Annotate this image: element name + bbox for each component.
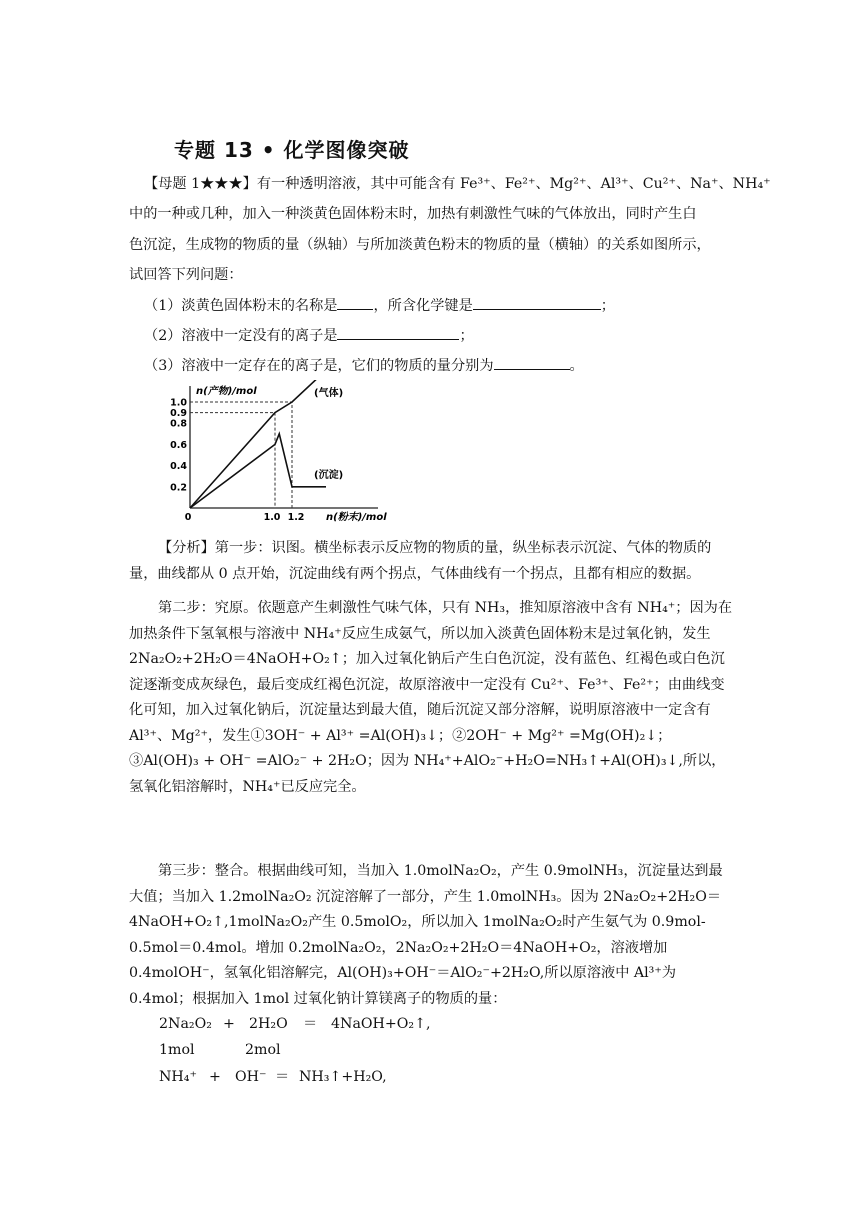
analysis-step-3: 第三步：整合。根据曲线可知，当加入 1.0molNa₂O₂，产生 0.9molNH₃，沉淀量达到最大值；当加入 1.2molNa₂O₂ 沉淀溶解了一部分，产生 1.0molNH₃。因为 2Na₂O₂+2H₂O＝4NaOH+O₂↑,1molNa₂O₂产生 0.5molO₂，所以加入 1molNa₂O₂时产生氨气为 0.9mol-0.5mol＝0.4mol。增加 0.2molNa₂O₂，2Na₂O₂+2H₂O＝4NaOH+O₂，溶液增加 0.4molOH⁻，氢氧化铝溶解完，Al(OH)₃+OH⁻＝AlO₂⁻+2H₂O,所以原溶液中 Al³⁺为 0.4mol；根据加入 1mol 过氧化钠计算镁离子的物质的量： xyxy=(129,863,723,1007)
problem-line-3: 色沉淀，生成物的物质的量（纵轴）与所加淡黄色粉末的物质的量（横轴）的关系如图所示， xyxy=(129,237,711,253)
y-tick-label: 0.4 xyxy=(170,461,187,473)
question-1-text-b: ，所含化学键是 xyxy=(373,298,473,314)
problem-line-4: 试回答下列问题： xyxy=(129,267,243,283)
question-1-text: （1）淡黄色固体粉末的名称是 xyxy=(144,298,338,314)
eq3-term-1: NH₄⁺ xyxy=(159,1069,197,1085)
chart-axes xyxy=(190,386,378,508)
gas-curve xyxy=(190,380,326,508)
eq2-term-2: 2mol xyxy=(245,1042,281,1058)
equation-2 xyxy=(159,1038,281,1063)
question-3-end: 。 xyxy=(569,358,584,374)
eq1-term-1: 2Na₂O₂ xyxy=(159,1016,212,1032)
question-2 xyxy=(144,323,474,349)
x-tick-label: 1.2 xyxy=(287,512,305,522)
chart-series xyxy=(190,380,326,508)
problem-text-1: 有一种透明溶液，其中可能含有 Fe³⁺、Fe²⁺、Mg²⁺、Al³⁺、Cu²⁺、Na⁺、NH₄⁺ xyxy=(256,176,771,192)
eq1-term-3: 4NaOH+O₂↑, xyxy=(331,1016,431,1032)
y-axis-label: n(产物)/mol xyxy=(196,386,257,397)
series-label-precipitate: (沉淀) xyxy=(314,470,344,481)
analysis-step-1: 【分析】第一步：识图。横坐标表示反应物的物质的量，纵坐标表示沉淀、气体的物质的量，曲线都从 0 点开始，沉淀曲线有两个拐点，气体曲线有一个拐点，且都有相应的数据。 xyxy=(129,540,712,582)
problem-line-2: 中的一种或几种，加入一种淡黄色固体粉末时，加热有刺激性气味的气体放出，同时产生白 xyxy=(129,206,697,222)
eq3-equals: ＝ xyxy=(275,1069,290,1085)
x-tick-label: 1.0 xyxy=(263,512,281,522)
y-tick-label: 1.0 xyxy=(170,397,187,409)
answer-blank-2[interactable] xyxy=(337,323,459,340)
question-3 xyxy=(144,353,584,379)
analysis-step-2: 第二步：究原。依题意产生刺激性气味气体，只有 NH₃，推知原溶液中含有 NH₄⁺；因为在加热条件下氢氧根与溶液中 NH₄⁺反应生成氨气，所以加入淡黄色固体粉末是过氧化钠，发生 2Na₂O₂+2H₂O＝4NaOH+O₂↑；加入过氧化钠后产生白色沉淀，没有蓝色、红褐色或白色沉淀逐渐变成灰绿色，最后变成红褐色沉淀，故原溶液中一定没有 Cu²⁺、Fe³⁺、Fe²⁺；由曲线变化可知，加入过氧化钠后，沉淀量达到最大值，随后沉淀又部分溶解，说明原溶液中一定含有 Al³⁺、Mg²⁺，发生①3OH⁻ + Al³⁺ =Al(OH)₃↓；②2OH⁻ + Mg²⁺ =Mg(OH)₂↓；③Al(OH)₃ + OH⁻ =AlO₂⁻ + 2H₂O；因为 NH₄⁺+AlO₂⁻+H₂O=NH₃↑+Al(OH)₃↓,所以，氢氧化铝溶解时，NH₄⁺已反应完全。 xyxy=(129,600,733,795)
eq3-term-2: OH⁻ xyxy=(235,1069,267,1085)
x-axis-label: n(粉末)/mol xyxy=(326,512,387,522)
chart-guides xyxy=(190,402,292,508)
eq1-term-2: 2H₂O xyxy=(249,1016,288,1032)
equation-3 xyxy=(159,1065,387,1090)
equation-1 xyxy=(159,1012,431,1037)
product-vs-powder-chart xyxy=(168,380,388,522)
page-title: 专题 13 • 化学图像突破 xyxy=(174,138,410,162)
origin-label: 0 xyxy=(184,512,192,522)
question-2-text: （2）溶液中一定没有的离子是 xyxy=(144,328,338,344)
problem-line-1 xyxy=(144,172,771,197)
eq2-term-1: 1mol xyxy=(159,1042,195,1058)
chart-labels xyxy=(170,385,387,522)
eq1-plus: + xyxy=(223,1016,235,1032)
eq3-plus: + xyxy=(209,1069,221,1085)
answer-blank-1b[interactable] xyxy=(473,293,601,310)
question-3-text: （3）溶液中一定存在的离子是，它们的物质的量分别为 xyxy=(144,358,494,374)
series-label-gas: (气体) xyxy=(314,388,344,399)
y-tick-label: 0.2 xyxy=(170,482,187,494)
question-1 xyxy=(144,293,615,319)
eq3-term-3: NH₃↑+H₂O, xyxy=(299,1069,387,1085)
eq1-equals: ＝ xyxy=(303,1016,318,1032)
y-tick-label: 0.6 xyxy=(170,439,187,451)
precipitate-curve xyxy=(190,434,326,508)
problem-tag: 【母题 1★★★】 xyxy=(144,176,257,192)
answer-blank-3[interactable] xyxy=(494,353,570,370)
y-tick-label: 0.8 xyxy=(170,418,187,430)
question-2-end: ； xyxy=(459,328,474,344)
guide-gas-1-2 xyxy=(190,402,292,508)
answer-blank-1a[interactable] xyxy=(337,293,373,310)
question-1-end: ； xyxy=(600,298,615,314)
y-tick-label: 0.9 xyxy=(170,408,187,420)
